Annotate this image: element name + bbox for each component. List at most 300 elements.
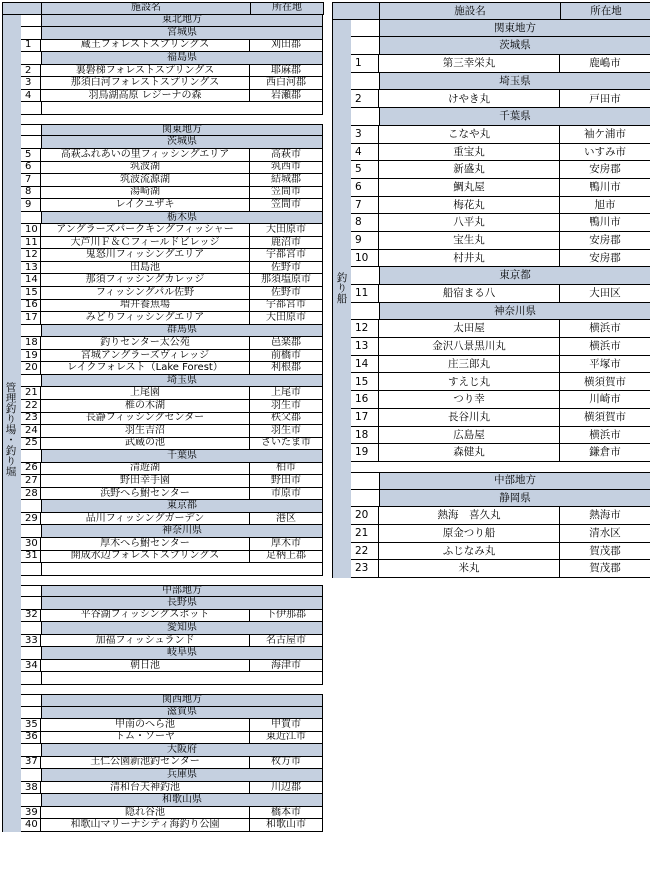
facility-location: 賀茂郡 bbox=[560, 543, 650, 561]
prefecture-heading: 茨城県 bbox=[42, 136, 323, 149]
table-row bbox=[332, 507, 648, 525]
row-number: 5 bbox=[21, 149, 41, 162]
prefecture-blank-cell bbox=[351, 37, 380, 55]
category-cell bbox=[332, 444, 351, 462]
row-number: 8 bbox=[21, 187, 41, 200]
facility-location: 横浜市 bbox=[560, 427, 650, 445]
category-cell bbox=[332, 20, 351, 38]
row-number: 19 bbox=[21, 350, 41, 363]
region-blank-cell bbox=[351, 20, 380, 38]
row-number: 25 bbox=[21, 438, 41, 451]
table-header bbox=[2, 2, 320, 15]
facility-location: 刈田郡 bbox=[250, 40, 323, 53]
category-cell bbox=[2, 672, 21, 685]
row-number: 6 bbox=[351, 179, 379, 197]
category-cell bbox=[2, 199, 21, 212]
table-row bbox=[332, 560, 648, 578]
facility-name: 宝生丸 bbox=[379, 232, 560, 250]
table-row bbox=[2, 438, 320, 451]
prefecture-row bbox=[2, 375, 320, 388]
facility-name: 和歌山マリーナシティ海釣り公園 bbox=[41, 819, 250, 832]
facility-name: 蔵王フォレストスプリングス bbox=[41, 40, 250, 53]
prefecture-blank-cell bbox=[21, 647, 42, 660]
row-number: 38 bbox=[21, 782, 41, 795]
facility-name: 那須白河フォレストスプリングス bbox=[41, 77, 250, 90]
prefecture-row bbox=[2, 794, 320, 807]
facility-location: 下伊那郡 bbox=[250, 610, 323, 623]
table-row bbox=[332, 338, 648, 356]
table-row bbox=[2, 274, 320, 287]
table-row bbox=[332, 250, 648, 268]
table-row bbox=[2, 400, 320, 413]
row-number: 14 bbox=[21, 274, 41, 287]
table-row bbox=[2, 174, 320, 187]
table-row bbox=[332, 55, 648, 73]
category-cell bbox=[332, 356, 351, 374]
category-cell bbox=[2, 40, 21, 53]
category-cell bbox=[2, 707, 21, 720]
table-row bbox=[2, 463, 320, 476]
prefecture-heading: 埼玉県 bbox=[42, 375, 323, 388]
prefecture-row bbox=[2, 647, 320, 660]
region-heading: 中部地方 bbox=[42, 585, 323, 598]
facility-location: 戸田市 bbox=[560, 90, 650, 108]
category-cell bbox=[2, 622, 21, 635]
facility-location: 清水区 bbox=[560, 525, 650, 543]
prefecture-heading: 神奈川県 bbox=[380, 303, 650, 321]
row-number: 2 bbox=[21, 65, 41, 78]
facility-name: 羽生吉沼 bbox=[41, 425, 250, 438]
row-number: 19 bbox=[351, 444, 379, 462]
row-number: 13 bbox=[21, 262, 41, 275]
row-number: 10 bbox=[21, 224, 41, 237]
table-row bbox=[2, 312, 320, 325]
facility-location: 鹿嶋市 bbox=[560, 55, 650, 73]
table-row bbox=[332, 373, 648, 391]
table-row bbox=[332, 444, 648, 462]
row-number: 12 bbox=[21, 249, 41, 262]
row-number: 24 bbox=[21, 425, 41, 438]
blank-row bbox=[2, 563, 320, 576]
facility-name: 朝日池 bbox=[41, 660, 250, 673]
table-row bbox=[2, 635, 320, 648]
category-cell bbox=[2, 647, 21, 660]
category-cell bbox=[2, 350, 21, 363]
category-cell bbox=[2, 2, 21, 15]
facility-location: 鴨川市 bbox=[560, 214, 650, 232]
facility-name: 米丸 bbox=[379, 560, 560, 578]
spacer-row bbox=[2, 115, 320, 124]
category-cell bbox=[2, 488, 21, 501]
facility-location: 港区 bbox=[250, 513, 323, 526]
table-row bbox=[332, 391, 648, 409]
table-row bbox=[332, 320, 648, 338]
row-number: 4 bbox=[21, 90, 41, 103]
table-row bbox=[2, 782, 320, 795]
facility-location: 枚方市 bbox=[250, 757, 323, 770]
facility-location: 大田原市 bbox=[250, 224, 323, 237]
prefecture-blank-cell bbox=[21, 27, 42, 40]
prefecture-blank-cell bbox=[21, 597, 42, 610]
facility-name: 森健丸 bbox=[379, 444, 560, 462]
header-no-cell bbox=[351, 2, 380, 20]
table-row bbox=[332, 232, 648, 250]
category-cell bbox=[2, 807, 21, 820]
category-cell bbox=[2, 115, 21, 124]
category-cell bbox=[2, 660, 21, 673]
category-cell bbox=[332, 560, 351, 578]
region-row bbox=[2, 124, 320, 137]
row-number: 1 bbox=[21, 40, 41, 53]
row-number: 7 bbox=[351, 197, 379, 215]
table-row bbox=[2, 732, 320, 745]
facility-name: 増井養魚場 bbox=[41, 300, 250, 313]
spacer-row bbox=[2, 685, 320, 694]
table-row bbox=[2, 819, 320, 832]
row-number: 22 bbox=[21, 400, 41, 413]
facility-name: 王仁公園新池釣センター bbox=[41, 757, 250, 770]
row-number: 37 bbox=[21, 757, 41, 770]
prefecture-row bbox=[2, 52, 320, 65]
category-cell bbox=[332, 525, 351, 543]
facility-name: ふじなみ丸 bbox=[379, 543, 560, 561]
facility-location: 市原市 bbox=[250, 488, 323, 501]
facility-location: いすみ市 bbox=[560, 144, 650, 162]
prefecture-row bbox=[2, 500, 320, 513]
row-number: 3 bbox=[351, 126, 379, 144]
table-row bbox=[2, 413, 320, 426]
prefecture-heading: 兵庫県 bbox=[42, 769, 323, 782]
facility-location: 上尾市 bbox=[250, 387, 323, 400]
row-number: 12 bbox=[351, 320, 379, 338]
table-row bbox=[2, 77, 320, 90]
category-cell bbox=[2, 782, 21, 795]
category-cell bbox=[332, 2, 351, 20]
header-location-cell: 所在地 bbox=[561, 2, 650, 20]
row-number: 34 bbox=[21, 660, 41, 673]
blank-cell bbox=[21, 672, 42, 685]
category-cell bbox=[2, 27, 21, 40]
category-cell bbox=[332, 373, 351, 391]
prefecture-heading: 東京都 bbox=[42, 500, 323, 513]
facility-name: レイクユザキ bbox=[41, 199, 250, 212]
prefecture-blank-cell bbox=[351, 303, 380, 321]
category-cell bbox=[2, 635, 21, 648]
category-cell bbox=[2, 162, 21, 175]
table-row bbox=[2, 362, 320, 375]
facility-name: 野田幸手園 bbox=[41, 475, 250, 488]
prefecture-heading: 愛知県 bbox=[42, 622, 323, 635]
facility-location: 横須賀市 bbox=[560, 373, 650, 391]
category-cell bbox=[2, 124, 21, 137]
table-row bbox=[2, 287, 320, 300]
facility-location: 宇都宮市 bbox=[250, 300, 323, 313]
facility-name: 高萩ふれあいの里フィッシングエリア bbox=[41, 149, 250, 162]
region-row bbox=[332, 472, 648, 490]
category-cell bbox=[2, 300, 21, 313]
prefecture-blank-cell bbox=[21, 794, 42, 807]
prefecture-heading: 和歌山県 bbox=[42, 794, 323, 807]
facility-location: 羽生市 bbox=[250, 400, 323, 413]
prefecture-heading: 静岡県 bbox=[380, 490, 650, 508]
table-row bbox=[2, 660, 320, 673]
category-cell bbox=[2, 732, 21, 745]
prefecture-heading: 栃木県 bbox=[42, 212, 323, 225]
facility-name: 宮城アングラーズヴィレッジ bbox=[41, 350, 250, 363]
table-row bbox=[2, 224, 320, 237]
facility-name: 筑波流源湖 bbox=[41, 174, 250, 187]
prefecture-blank-cell bbox=[351, 490, 380, 508]
facility-name: 清遊湖 bbox=[41, 463, 250, 476]
facility-name: 上尾園 bbox=[41, 387, 250, 400]
facility-name: 隠れ谷池 bbox=[41, 807, 250, 820]
row-number: 3 bbox=[21, 77, 41, 90]
table-row bbox=[2, 551, 320, 564]
blank-cell bbox=[21, 102, 42, 115]
row-number: 40 bbox=[21, 819, 41, 832]
table-row bbox=[332, 409, 648, 427]
facility-name: 筑波湖 bbox=[41, 162, 250, 175]
facility-name: フィッシングパル佐野 bbox=[41, 287, 250, 300]
category-cell bbox=[332, 73, 351, 91]
row-number: 15 bbox=[351, 373, 379, 391]
facility-location: 鎌倉市 bbox=[560, 444, 650, 462]
prefecture-blank-cell bbox=[21, 707, 42, 720]
header-location-cell: 所在地 bbox=[251, 2, 324, 15]
category-cell bbox=[2, 102, 21, 115]
table-row bbox=[332, 427, 648, 445]
category-cell bbox=[332, 543, 351, 561]
category-cell bbox=[332, 320, 351, 338]
table-row bbox=[332, 126, 648, 144]
prefecture-row bbox=[2, 136, 320, 149]
category-cell bbox=[2, 174, 21, 187]
row-number: 32 bbox=[21, 610, 41, 623]
header-name-cell: 施設名 bbox=[42, 2, 251, 15]
prefecture-row bbox=[2, 525, 320, 538]
category-cell bbox=[332, 409, 351, 427]
facility-location: 結城郡 bbox=[250, 174, 323, 187]
facility-name: 武蔵の池 bbox=[41, 438, 250, 451]
facility-location: 佐野市 bbox=[250, 262, 323, 275]
row-number: 35 bbox=[21, 719, 41, 732]
prefecture-row bbox=[332, 73, 648, 91]
row-number: 10 bbox=[351, 250, 379, 268]
category-cell bbox=[2, 362, 21, 375]
row-number: 13 bbox=[351, 338, 379, 356]
row-number: 14 bbox=[351, 356, 379, 374]
category-cell bbox=[2, 685, 21, 694]
blank-cell bbox=[42, 672, 323, 685]
row-number: 6 bbox=[21, 162, 41, 175]
facility-name: すえじ丸 bbox=[379, 373, 560, 391]
facility-location: 高萩市 bbox=[250, 149, 323, 162]
facility-name: 椎の木湖 bbox=[41, 400, 250, 413]
category-cell bbox=[2, 551, 21, 564]
facility-name: 広島屋 bbox=[379, 427, 560, 445]
category-cell bbox=[2, 312, 21, 325]
facility-name: 村井丸 bbox=[379, 250, 560, 268]
prefecture-heading: 茨城県 bbox=[380, 37, 650, 55]
facility-location: 足柄上郡 bbox=[250, 551, 323, 564]
facility-location: 熱海市 bbox=[560, 507, 650, 525]
prefecture-blank-cell bbox=[21, 769, 42, 782]
table-row bbox=[2, 40, 320, 53]
facility-name: 大芦川Ｆ＆Ｃフィールドビレッジ bbox=[41, 237, 250, 250]
prefecture-row bbox=[332, 108, 648, 126]
prefecture-heading: 滋賀県 bbox=[42, 707, 323, 720]
prefecture-heading: 神奈川県 bbox=[42, 525, 323, 538]
facility-name: 八平丸 bbox=[379, 214, 560, 232]
category-cell bbox=[2, 576, 21, 585]
prefecture-blank-cell bbox=[21, 622, 42, 635]
facility-name: 那須フィッシングカレッジ bbox=[41, 274, 250, 287]
category-cell bbox=[2, 274, 21, 287]
prefecture-row bbox=[2, 450, 320, 463]
category-cell bbox=[332, 250, 351, 268]
category-cell bbox=[332, 427, 351, 445]
category-cell bbox=[332, 303, 351, 321]
table-row bbox=[2, 337, 320, 350]
right-table bbox=[332, 2, 648, 578]
prefecture-row bbox=[332, 37, 648, 55]
table-row bbox=[2, 610, 320, 623]
facility-location: 川崎市 bbox=[560, 391, 650, 409]
facility-location: 鹿沼市 bbox=[250, 237, 323, 250]
facility-name: 湯崎湖 bbox=[41, 187, 250, 200]
row-number: 21 bbox=[351, 525, 379, 543]
facility-location: 大田区 bbox=[560, 285, 650, 303]
facility-location: 佐野市 bbox=[250, 287, 323, 300]
facility-name: 釣りセンター太公苑 bbox=[41, 337, 250, 350]
prefecture-row bbox=[2, 622, 320, 635]
category-cell bbox=[332, 37, 351, 55]
left-table bbox=[2, 2, 320, 832]
prefecture-heading: 長野県 bbox=[42, 597, 323, 610]
facility-name: レイクフォレスト（Lake Forest） bbox=[41, 362, 250, 375]
category-cell bbox=[2, 212, 21, 225]
category-cell bbox=[332, 214, 351, 232]
table-row bbox=[2, 65, 320, 78]
facility-location: 鴨川市 bbox=[560, 179, 650, 197]
prefecture-row bbox=[2, 744, 320, 757]
region-blank-cell bbox=[21, 585, 42, 598]
row-number: 11 bbox=[351, 285, 379, 303]
blank-row bbox=[2, 102, 320, 115]
region-blank-cell bbox=[351, 472, 380, 490]
prefecture-blank-cell bbox=[21, 136, 42, 149]
facility-name: 厚木へら鮒センター bbox=[41, 538, 250, 551]
category-cell bbox=[2, 538, 21, 551]
category-cell bbox=[2, 694, 21, 707]
facility-name: 梅花丸 bbox=[379, 197, 560, 215]
table-row bbox=[332, 90, 648, 108]
facility-name: 原金つり船 bbox=[379, 525, 560, 543]
table-row bbox=[332, 197, 648, 215]
category-cell bbox=[2, 262, 21, 275]
category-cell bbox=[2, 757, 21, 770]
facility-location: 那須塩原市 bbox=[250, 274, 323, 287]
row-number: 33 bbox=[21, 635, 41, 648]
prefecture-blank-cell bbox=[21, 52, 42, 65]
blank-cell bbox=[42, 563, 323, 576]
category-cell bbox=[2, 224, 21, 237]
row-number: 4 bbox=[351, 144, 379, 162]
table-header bbox=[332, 2, 648, 20]
facility-name: 浜野へら鮒センター bbox=[41, 488, 250, 501]
category-cell bbox=[2, 500, 21, 513]
row-number: 23 bbox=[21, 413, 41, 426]
facility-name: こなや丸 bbox=[379, 126, 560, 144]
table-row bbox=[332, 214, 648, 232]
table-row bbox=[332, 525, 648, 543]
row-number: 9 bbox=[21, 199, 41, 212]
facility-location: 秩父郡 bbox=[250, 413, 323, 426]
region-row bbox=[2, 15, 320, 28]
category-cell bbox=[2, 90, 21, 103]
category-cell bbox=[2, 65, 21, 78]
row-number: 30 bbox=[21, 538, 41, 551]
category-cell bbox=[332, 161, 351, 179]
category-cell bbox=[2, 136, 21, 149]
facility-name: 重宝丸 bbox=[379, 144, 560, 162]
category-cell bbox=[332, 232, 351, 250]
category-cell bbox=[332, 507, 351, 525]
table-row bbox=[332, 179, 648, 197]
prefecture-heading: 岐阜県 bbox=[42, 647, 323, 660]
row-number: 16 bbox=[21, 300, 41, 313]
table-row bbox=[332, 161, 648, 179]
category-cell bbox=[2, 287, 21, 300]
facility-location: 笠間市 bbox=[250, 199, 323, 212]
right-category-label: 釣り船 bbox=[335, 272, 348, 304]
facility-location: 岩瀬郡 bbox=[250, 90, 323, 103]
facility-name: 加福フィッシュランド bbox=[41, 635, 250, 648]
region-blank-cell bbox=[21, 124, 42, 137]
category-cell bbox=[2, 52, 21, 65]
table-row bbox=[2, 90, 320, 103]
table-row bbox=[2, 262, 320, 275]
table-row bbox=[2, 475, 320, 488]
table-row bbox=[2, 187, 320, 200]
facility-name: 庄三郎丸 bbox=[379, 356, 560, 374]
prefecture-row bbox=[332, 267, 648, 285]
row-number: 5 bbox=[351, 161, 379, 179]
facility-name: 開成水辺フォレストスプリングス bbox=[41, 551, 250, 564]
category-cell bbox=[2, 475, 21, 488]
table-row bbox=[2, 757, 320, 770]
facility-name: 新盛丸 bbox=[379, 161, 560, 179]
category-cell bbox=[2, 610, 21, 623]
facility-name: 熱海 喜久丸 bbox=[379, 507, 560, 525]
facility-location: 安房郡 bbox=[560, 161, 650, 179]
spacer-row bbox=[2, 576, 320, 585]
prefecture-heading: 千葉県 bbox=[380, 108, 650, 126]
facility-location: 東近江市 bbox=[250, 732, 323, 745]
prefecture-row bbox=[2, 325, 320, 338]
row-number: 16 bbox=[351, 391, 379, 409]
row-number: 17 bbox=[351, 409, 379, 427]
category-cell bbox=[2, 769, 21, 782]
table-row bbox=[2, 162, 320, 175]
table-row bbox=[2, 149, 320, 162]
row-number: 28 bbox=[21, 488, 41, 501]
facility-name: 金沢八景黒川丸 bbox=[379, 338, 560, 356]
category-cell bbox=[332, 391, 351, 409]
table-row bbox=[332, 144, 648, 162]
facility-location: 横浜市 bbox=[560, 320, 650, 338]
facility-location: 橋本市 bbox=[250, 807, 323, 820]
